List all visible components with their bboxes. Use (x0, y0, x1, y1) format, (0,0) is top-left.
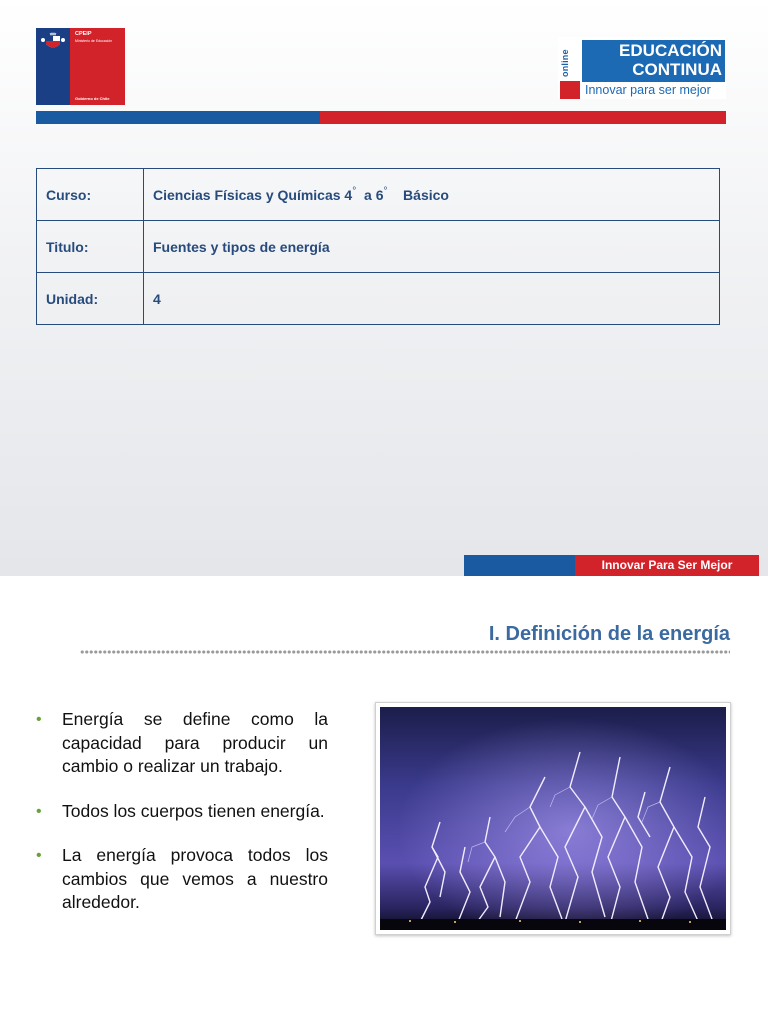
course-connector: a 6 (364, 187, 384, 203)
degree-symbol: ° (352, 186, 357, 197)
table-row (37, 169, 720, 221)
lightning-photo (375, 702, 731, 935)
footer-tagline: Innovar Para Ser Mejor (575, 555, 759, 576)
educacion-continua-logo (558, 37, 726, 99)
unit-label: Unidad: (37, 273, 144, 325)
logo-line-2: CONTINUA (632, 60, 722, 79)
bullet-icon: • (36, 711, 42, 728)
title-value: Fuentes y tipos de energía (144, 221, 720, 273)
list-item (36, 800, 328, 824)
bullet-icon: • (36, 847, 42, 864)
cpeip-name: CPEIP (75, 31, 92, 37)
header-stripe-blue (36, 111, 320, 124)
course-value (144, 169, 720, 221)
online-label: online (560, 49, 570, 77)
logo-red-square (560, 81, 580, 99)
unit-value: 4 (144, 273, 720, 325)
bullet-icon: • (36, 802, 42, 820)
table-row (37, 221, 720, 273)
dotted-divider (80, 650, 730, 654)
logo-line-1: EDUCACIÓN (619, 41, 722, 60)
footer-stripe-blue (464, 555, 575, 576)
title-label: Titulo: (37, 221, 144, 273)
header-stripe-red (320, 111, 726, 124)
slide-title: I. Definición de la energía (488, 623, 730, 645)
course-level: Básico (403, 187, 449, 203)
ministry-name: Ministerio de Educación (75, 39, 113, 43)
table-row (37, 273, 720, 325)
lightning-image (380, 707, 726, 930)
logo-tagline: Innovar para ser mejor (585, 83, 711, 97)
government-name: Gobierno de Chile (75, 96, 110, 101)
cpeip-logo (36, 28, 125, 105)
bullet-list (36, 708, 328, 936)
course-main: Ciencias Físicas y Químicas 4 (153, 187, 353, 203)
bullet-text: Energía se define como la capacidad para producir un cambio o realizar un trabajo. (62, 709, 328, 776)
list-item (36, 708, 328, 779)
list-item (36, 844, 328, 915)
degree-symbol: ° (383, 186, 388, 197)
chile-shield-icon (40, 32, 66, 54)
bullet-text: Todos los cuerpos tienen energía. (62, 800, 325, 821)
course-info-table (36, 168, 720, 325)
bullet-text: La energía provoca todos los cambios que vemos a nuestro alrededor. (62, 845, 328, 912)
course-label: Curso: (37, 169, 144, 221)
slide-2 (0, 576, 768, 1024)
